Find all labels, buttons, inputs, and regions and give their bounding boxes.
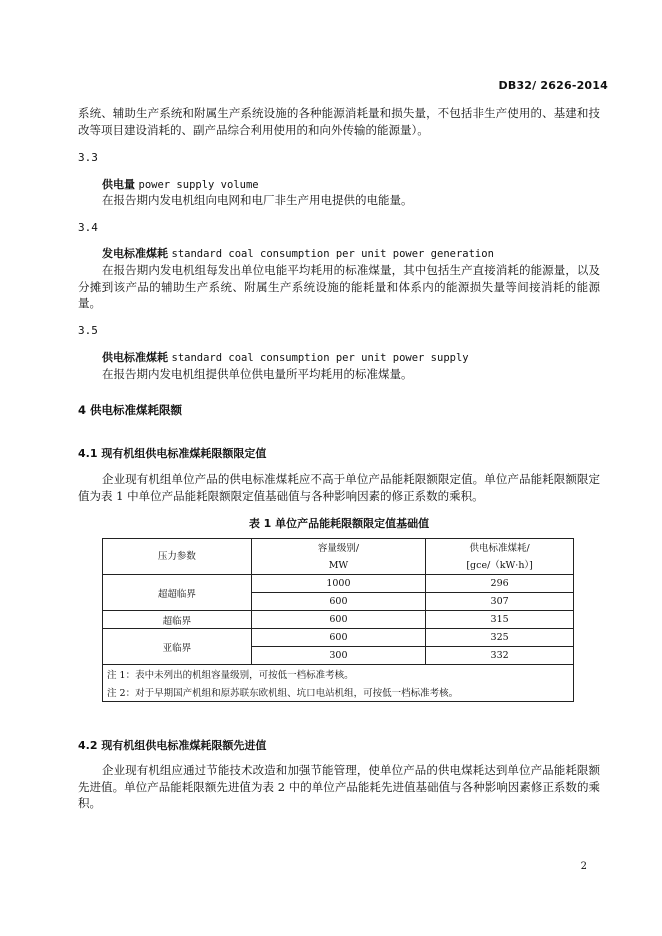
table-note-row [103, 665, 574, 683]
section-3-3-number: 3.3 [78, 151, 98, 164]
term-3-4-cn: 发电标准煤耗 [102, 247, 168, 260]
term-3-5-en: standard coal consumption per unit power supply [171, 352, 469, 364]
table-note-row [103, 682, 574, 702]
table-header-row [103, 539, 574, 575]
cell-pressure: 亚临界 [103, 629, 252, 665]
section-4-1-paragraph: 企业现有机组单位产品的供电标准煤耗应不高于单位产品能耗限额限定值。单位产品能耗限额限定值为表 1 中单位产品能耗限额限定值基础值与各种影响因素的修正系数的乘积。 [78, 472, 600, 503]
cell-capacity: 1000 [251, 575, 426, 593]
definition-3-3: 在报告期内发电机组向电网和电厂非生产用电提供的电能量。 [102, 193, 413, 207]
cell-value: 296 [426, 575, 574, 593]
section-4-2-paragraph: 企业现有机组应通过节能技术改造和加强节能管理，使单位产品的供电煤耗达到单位产品能耗限额先进值。单位产品能耗限额先进值为表 2 中的单位产品能耗先进值基础值与各种影响因素修正系数的乘积。 [78, 763, 600, 810]
cell-pressure: 超超临界 [103, 575, 252, 611]
table-1 [102, 538, 574, 702]
cell-capacity: 600 [251, 611, 426, 629]
section-3-5-number: 3.5 [78, 324, 98, 337]
term-3-3-cn: 供电量 [102, 178, 135, 191]
term-3-5 [102, 349, 469, 365]
cell-value: 315 [426, 611, 574, 629]
definition-3-5: 在报告期内发电机组提供单位供电量所平均耗用的标准煤量。 [102, 367, 413, 381]
term-3-4-en: standard coal consumption per unit power generation [171, 248, 494, 260]
intro-paragraph: 系统、辅助生产系统和附属生产系统设施的各种能源消耗量和损失量，不包括非生产使用的、基建和技改等项目建设消耗的、副产品综合利用使用的和向外传输的能源量）。 [78, 106, 600, 137]
table-row [103, 611, 574, 629]
page-number: 2 [580, 861, 587, 872]
header-capacity: 容量级别/ MW [251, 539, 426, 575]
table-row [103, 629, 574, 647]
cell-capacity: 300 [251, 647, 426, 665]
section-4-2-heading: 4.2 现有机组供电标准煤耗限额先进值 [78, 739, 267, 752]
cell-pressure: 超临界 [103, 611, 252, 629]
section-3-4-number: 3.4 [78, 221, 98, 234]
document-code: DB32/ 2626-2014 [498, 79, 608, 92]
header-consumption: 供电标准煤耗/ [gce/（kW·h）] [426, 539, 574, 575]
table-note-1: 注 1：表中未列出的机组容量级别，可按低一档标准考核。 [103, 665, 574, 683]
cell-value: 332 [426, 647, 574, 665]
definition-3-4: 在报告期内发电机组每发出单位电能平均耗用的标准煤量，其中包括生产直接消耗的能源量，以及分摊到该产品的辅助生产系统、附属生产系统设施的能耗量和体系内的能源损失量等间接消耗的能源量。 [78, 263, 600, 310]
cell-capacity: 600 [251, 629, 426, 647]
section-4-1-heading: 4.1 现有机组供电标准煤耗限额限定值 [78, 447, 267, 460]
table-row [103, 575, 574, 593]
cell-value: 325 [426, 629, 574, 647]
section-4-heading: 4 供电标准煤耗限额 [78, 403, 183, 417]
term-3-5-cn: 供电标准煤耗 [102, 351, 168, 364]
term-3-3-en: power supply volume [138, 179, 259, 191]
term-3-3 [102, 176, 259, 192]
table-1-caption: 表 1 单位产品能耗限额限定值基础值 [248, 517, 430, 530]
table-note-2: 注 2：对于早期国产机组和原苏联东欧机组、坑口电站机组，可按低一档标准考核。 [103, 682, 574, 702]
term-3-4 [102, 245, 494, 261]
cell-capacity: 600 [251, 593, 426, 611]
cell-value: 307 [426, 593, 574, 611]
header-pressure: 压力参数 [103, 539, 252, 575]
